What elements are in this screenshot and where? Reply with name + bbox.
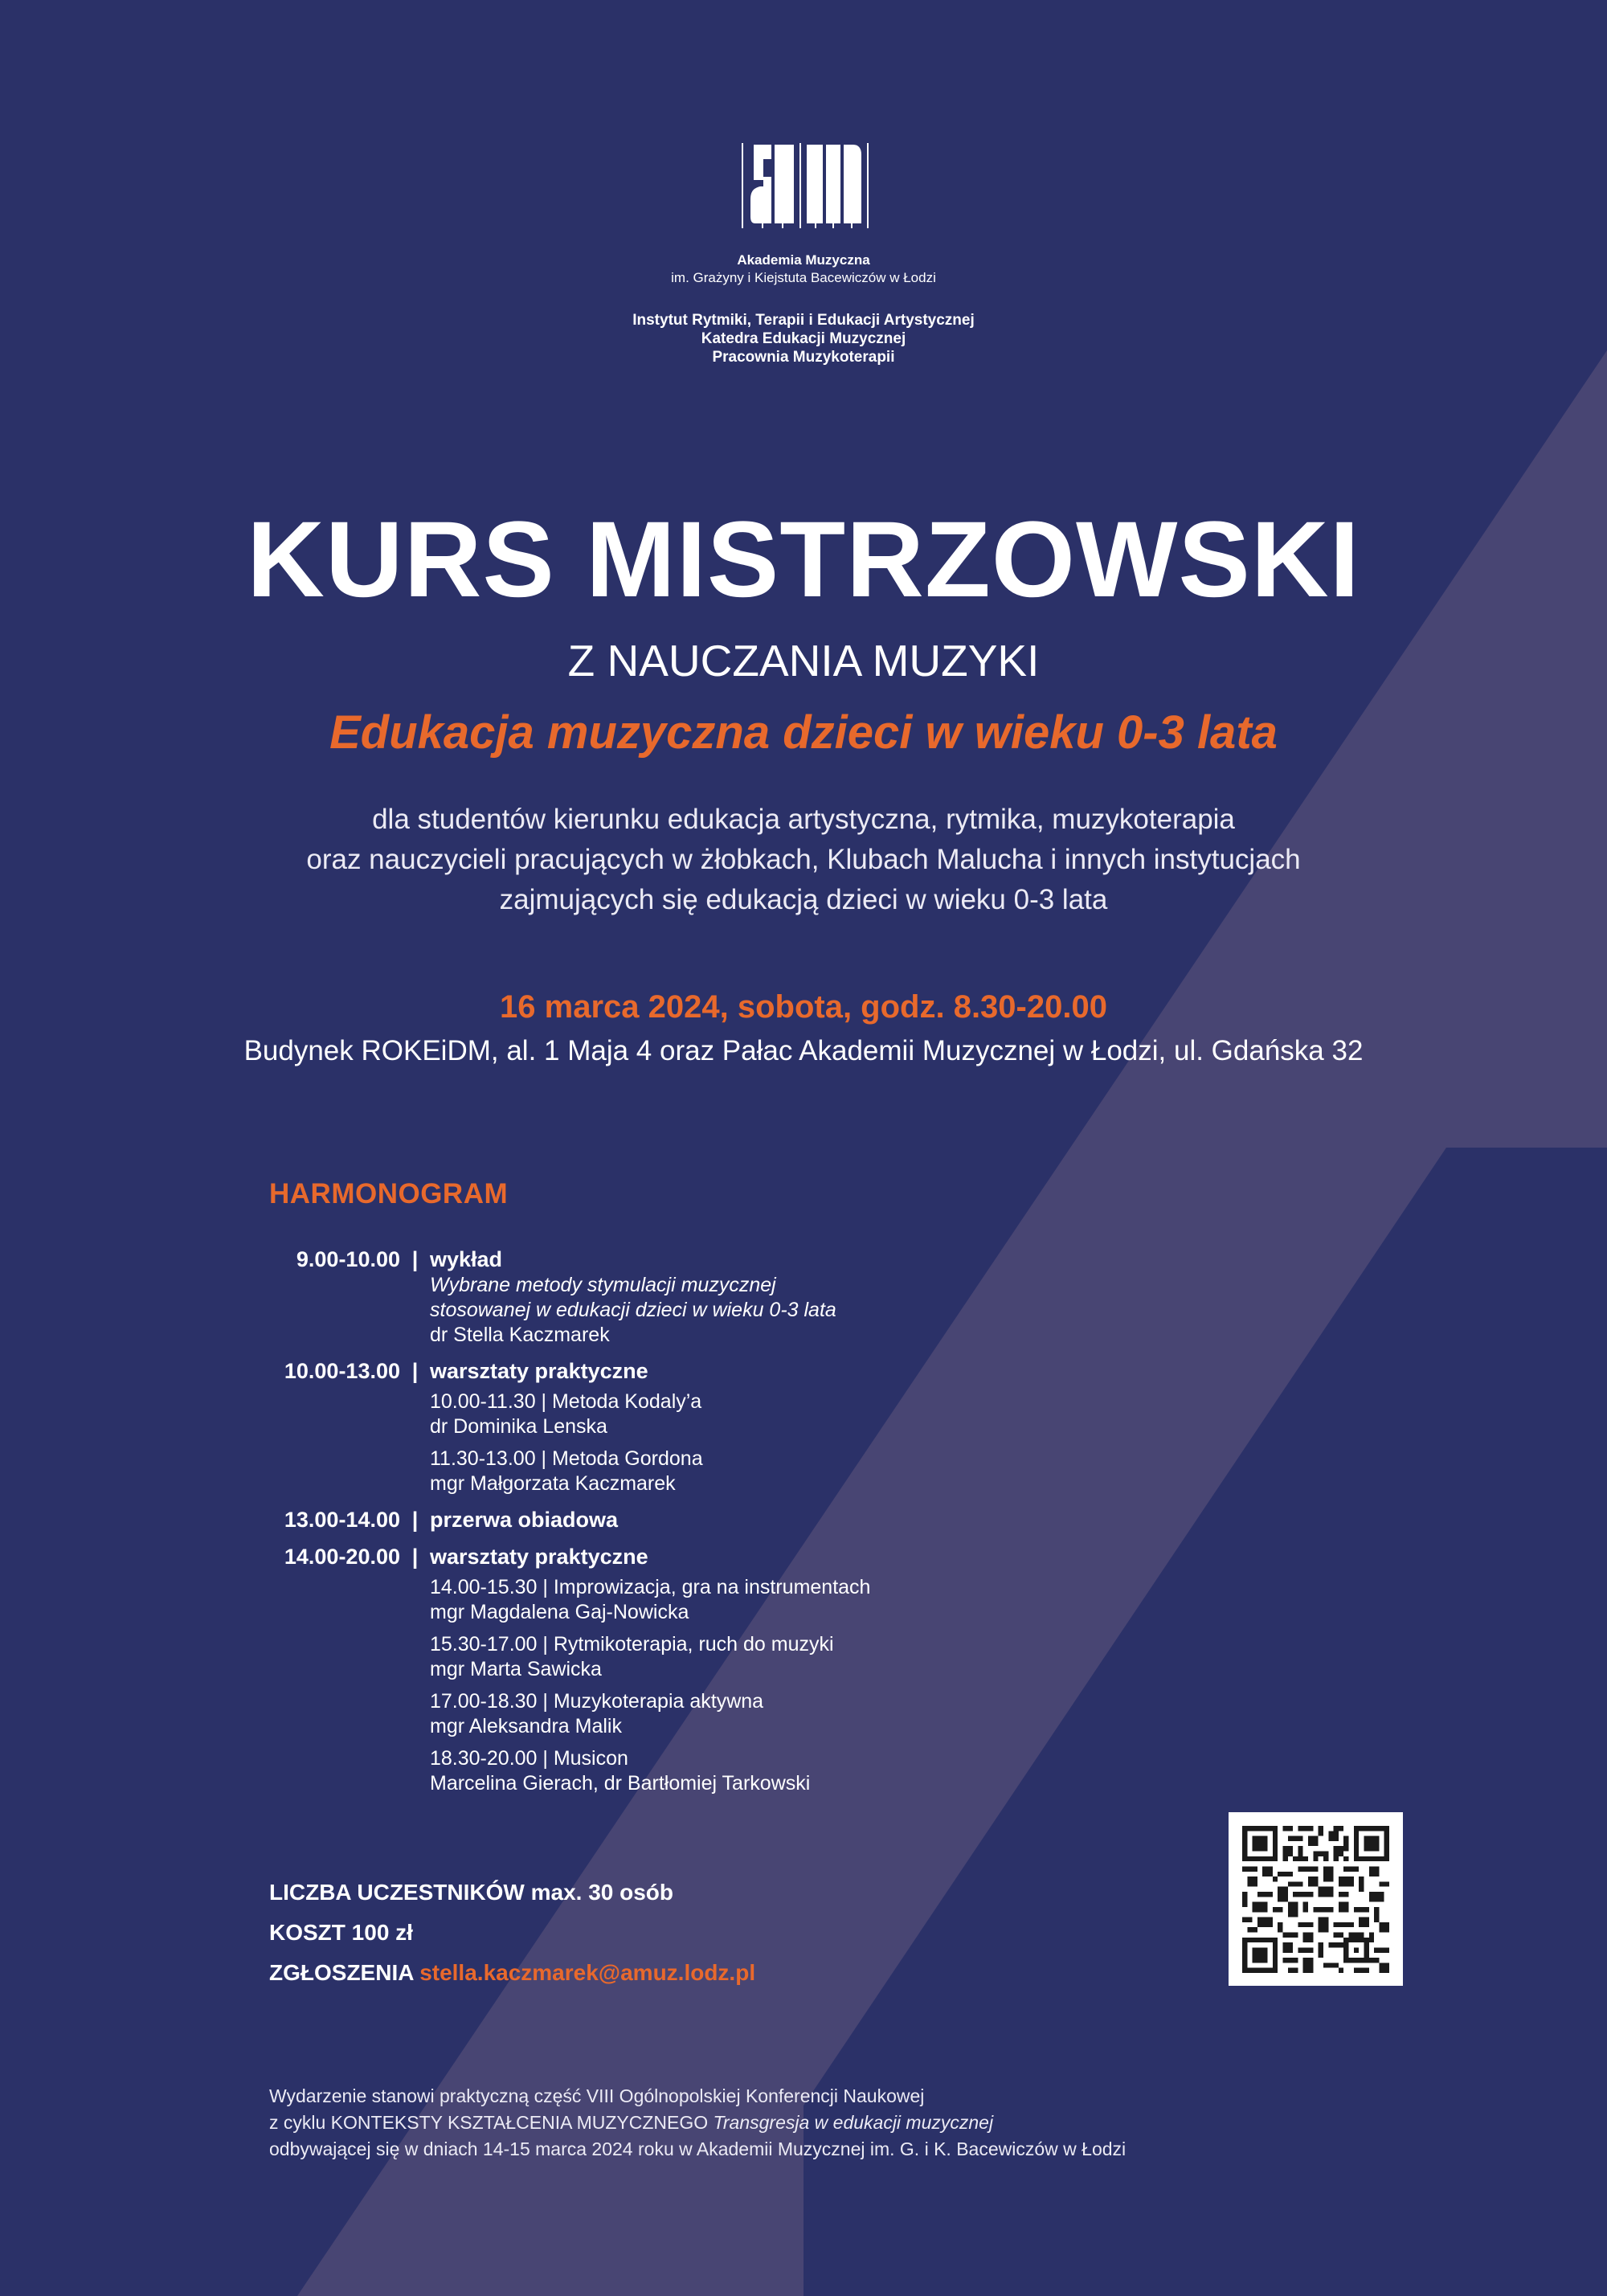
session-title: 11.30-13.00 | Metoda Gordona (430, 1447, 703, 1470)
academy-logo (738, 135, 869, 230)
cost-info (269, 1913, 755, 1953)
schedule-label: przerwa obiadowa (430, 1508, 619, 1532)
participants-info (269, 1872, 755, 1913)
event-date: 16 marca 2024, sobota, godz. 8.30-20.00 (500, 989, 1107, 1025)
session-lecturer: dr Dominika Lenska (430, 1415, 607, 1438)
registration-email-link[interactable]: stella.kaczmarek@amuz.lodz.pl (419, 1960, 756, 1985)
session-title: 10.00-11.30 | Metoda Kodaly’a (430, 1390, 702, 1413)
session (430, 1447, 1061, 1496)
session-lecturer: mgr Małgorzata Kaczmarek (430, 1472, 676, 1495)
institution-block (0, 252, 1607, 287)
footer-note (269, 2083, 1126, 2163)
schedule-label: warsztaty praktyczne (430, 1545, 648, 1569)
lecturer-name: dr Stella Kaczmarek (430, 1324, 610, 1346)
schedule-time: 10.00-13.00 (284, 1359, 400, 1383)
footer-line: odbywającej się w dniach 14-15 marca 2024 roku w Akademii Muzycznej im. G. i K. Bacewiczów w Łodzi (269, 2138, 1127, 2159)
schedule-separator: | (411, 1359, 419, 1383)
course-topic: Edukacja muzyczna dzieci w wieku 0-3 lata (329, 706, 1278, 759)
schedule-separator: | (411, 1545, 419, 1569)
lecture-description: Wybrane metody stymulacji muzycznej (430, 1274, 776, 1296)
registration-info (269, 1953, 755, 1993)
session (430, 1632, 1061, 1682)
department-block (0, 311, 1607, 366)
schedule-label: wykład (430, 1247, 503, 1271)
department-name: Katedra Edukacji Muzycznej (701, 330, 906, 347)
session (430, 1746, 1061, 1796)
cost-label: KOSZT (269, 1920, 346, 1945)
footer-series: z cyklu KONTEKSTY KSZTAŁCENIA MUZYCZNEGO (269, 2112, 709, 2133)
schedule-item (257, 1543, 1061, 1796)
audience-line: oraz nauczycieli pracujących w żłobkach, Klubach Malucha i innych instytucjach (306, 844, 1301, 875)
audience-line: zajmujących się edukacją dzieci w wieku 0-3 lata (499, 884, 1108, 915)
registration-label: ZGŁOSZENIA (269, 1960, 414, 1985)
participants-value: max. 30 osób (530, 1880, 674, 1905)
page-subtitle: Z NAUCZANIA MUZYKI (567, 636, 1040, 686)
cost-value: 100 zł (351, 1920, 413, 1945)
schedule-separator: | (411, 1508, 419, 1532)
lecture-description: stosowanej w edukacji dzieci w wieku 0-3 lata (430, 1299, 836, 1321)
footer-line (269, 2110, 1126, 2136)
qr-code-icon (1242, 1826, 1389, 1973)
schedule-separator: | (411, 1247, 419, 1271)
target-audience (0, 800, 1607, 920)
schedule-list (257, 1246, 1061, 1796)
session (430, 1575, 1061, 1625)
session-lecturer: mgr Marta Sawicka (430, 1658, 602, 1680)
schedule-heading: HARMONOGRAM (269, 1178, 509, 1209)
event-venue: Budynek ROKEiDM, al. 1 Maja 4 oraz Pałac Akademii Muzycznej w Łodzi, ul. Gdańska 32 (243, 1035, 1364, 1066)
session-lecturer: Marcelina Gierach, dr Bartłomiej Tarkowski (430, 1772, 811, 1795)
lab-name: Pracownia Muzykoterapii (712, 349, 895, 366)
institution-name: Akademia Muzyczna (737, 252, 870, 268)
session-lecturer: mgr Magdalena Gaj-Nowicka (430, 1601, 689, 1623)
piano-keys-am-logo-icon (738, 135, 869, 230)
session-title: 18.30-20.00 | Musicon (430, 1747, 628, 1770)
schedule-time: 9.00-10.00 (296, 1247, 400, 1271)
schedule-time: 14.00-20.00 (284, 1545, 400, 1569)
schedule-item (257, 1246, 1061, 1348)
institution-full-name: im. Grażyny i Kiejstuta Bacewiczów w Łodzi (671, 270, 936, 285)
footer-line: Wydarzenie stanowi praktyczną część VIII Ogólnopolskiej Konferencji Naukowej (269, 2085, 925, 2106)
audience-line: dla studentów kierunku edukacja artystyczna, rytmika, muzykoterapia (372, 804, 1235, 835)
session-title: 14.00-15.30 | Improwizacja, gra na instrumentach (430, 1576, 871, 1598)
qr-code[interactable] (1229, 1812, 1403, 1986)
schedule-item (257, 1506, 1061, 1533)
session-lecturer: mgr Aleksandra Malik (430, 1715, 622, 1737)
session-title: 17.00-18.30 | Muzykoterapia aktywna (430, 1690, 764, 1713)
participants-label: LICZBA UCZESTNIKÓW (269, 1880, 525, 1905)
session (430, 1389, 1061, 1439)
schedule-item (257, 1357, 1061, 1496)
schedule-time: 13.00-14.00 (284, 1508, 400, 1532)
session (430, 1689, 1061, 1739)
institute-name: Instytut Rytmiki, Terapii i Edukacji Artystycznej (632, 312, 975, 329)
course-info (269, 1872, 755, 1993)
session-title: 15.30-17.00 | Rytmikoterapia, ruch do muzyki (430, 1633, 834, 1655)
page-title: KURS MISTRZOWSKI (247, 500, 1360, 620)
schedule-label: warsztaty praktyczne (430, 1359, 648, 1383)
footer-conference-title: Transgresja w edukacji muzycznej (713, 2112, 994, 2133)
